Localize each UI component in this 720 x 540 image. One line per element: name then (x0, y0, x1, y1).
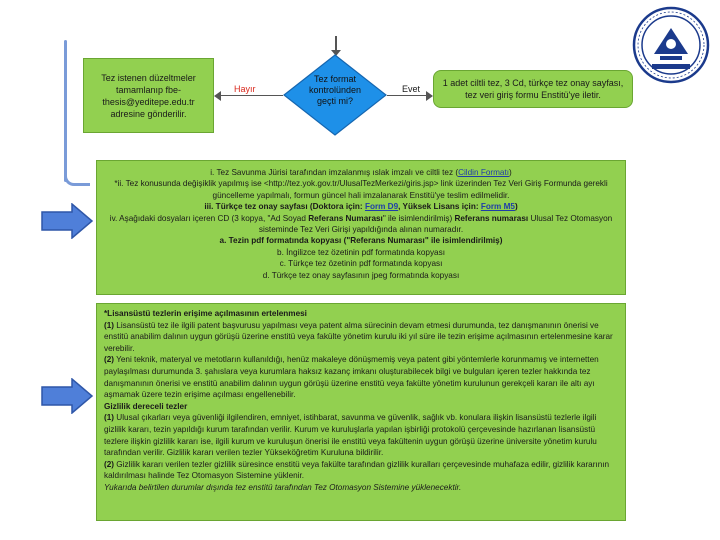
confidential-heading: Gizlilik dereceli tezler (104, 401, 188, 411)
yes-connector-arrow (426, 91, 433, 101)
instruction-line-2: *ii. Tez konusunda değişiklik yapılmış ise <http://tez.yok.gov.tr/UlusalTezMerkezi/giris.jsp> link üzerinden Tez Veri Giriş Formunda gerekli güncelleme yapılmalı, formun güncel hali imzalanarak Enstitü'ye teslim edilmelidir. (114, 179, 608, 200)
instruction-item-b: b. İngilizce tez özetinin pdf formatında kopyası (277, 247, 445, 257)
yes-label: Evet (402, 84, 421, 94)
no-connector-line (220, 95, 283, 96)
corrections-box (83, 58, 214, 133)
submission-text: 1 adet ciltli tez, 3 Cd, türkçe tez onay sayfası, tez veri giriş formu Enstitü'ye iletir. (442, 78, 624, 100)
access-note: Yukarıda belirtilen durumlar dışında tez enstitü tarafından Tez Otomasyon Sistemine yüklenecektir. (104, 482, 462, 492)
left-guide-line (64, 40, 67, 182)
submission-box (433, 70, 633, 108)
instruction-item-d: d. Türkçe tez onay sayfasının jpeg formatında kopyası (262, 270, 460, 280)
access-heading: *Lisansüstü tezlerin erişime açılmasının ertelenmesi (104, 309, 307, 318)
pointer-arrow-icon (40, 203, 94, 239)
university-logo (632, 6, 710, 84)
confidential-paragraph-1: (1) Ulusal çıkarları veya güvenliği ilgilendiren, emniyet, istihbarat, savunma ve güvenlik, sağlık vb. konulara ilişkin lisansüstü tezlerle ilgili gizlilik kararı, tezin yapıldığı kurum tarafından verilir. Kurum ve kuruluşlarla yapılan işbirliği protokolü çerçevesinde hazırlanan lisansüstü tezlere ilişkin gizlilik kararı ise, ilgili kurum ve kuruluşun önerisi ile enstitü veya fakültenin uygun görüşü üzerine üniversite yönetim kurulu tarafından verilir. Gizlilik kararı verilen tezler Yükseköğretim Kuruluna bildirilir. (104, 413, 597, 458)
pointer-arrow-icon (40, 378, 94, 414)
no-connector-arrow (214, 91, 221, 101)
instructions-box (96, 160, 626, 295)
no-label: Hayır (234, 84, 256, 94)
access-paragraph-2: (2) Yeni teknik, materyal ve metotların kullanıldığı, henüz makaleye dönüşmemiş veya patent gibi yöntemlerle korunmamış ve internetten paylaşılması durumunda 3. şahıslara veya kurumlara haksız kazanç imkanı oluşturabilecek bilgi ve bulguları içeren tezler hakkında tez danışmanının önerisi ve enstitü anabilim dalının uygun görüşü üzerine enstitü veya fakülte yönetim kurulunun gerekçeli kararı ile altı ayı aşmamak üzere tezin erişime açılması engellenebilir. (104, 355, 599, 400)
instruction-item-c: c. Türkçe tez özetinin pdf formatında kopyası (279, 259, 443, 269)
instruction-item-a: a. Tezin pdf formatında kopyası ("Referans Numarası" ile isimlendirilmiş) (219, 236, 503, 246)
decision-text: Tez format kontrolünden geçti mi? (308, 74, 362, 106)
instruction-line-3: iii. Türkçe tez onay sayfası (Doktora için: Form D9, Yüksek Lisans için: Form M5) (204, 202, 518, 212)
confidential-paragraph-2: (2) Gizlilik kararı verilen tezler gizlilik süresince enstitü veya fakülte tarafından gizlilik kuralları çerçevesinde muhafaza edilir, gizlilik kararının kaldırılması halinde Tez Otomasyon Sistemine yüklenir. (104, 459, 610, 481)
left-guide-curve (64, 176, 90, 186)
access-policy-box (96, 303, 626, 521)
instruction-line-4: iv. Aşağıdaki dosyaları içeren CD (3 kopya, "Ad Soyad Referans Numarası" ile isimlendirilmiş) Referans numarası Ulusal Tez Otomasyon sisteminde Tez Veri Girişi yapıldığında alınan numaradır. (109, 213, 613, 235)
corrections-text: Tez istenen düzeltmeler tamamlanıp fbe-thesis@yeditepe.edu.tr adresine gönderilir. (101, 72, 196, 119)
instruction-line-1: i. Tez Savunma Jürisi tarafından imzalanmış ıslak imzalı ve ciltli tez (Cildin Formatı) (210, 168, 512, 177)
binding-format-link[interactable]: Cildin Formatı (458, 168, 510, 177)
access-paragraph-1: (1) Lisansüstü tez ile ilgili patent başvurusu yapılması veya patent alma sürecinin devam etmesi durumunda, tez danışmanının önerisi ve enstitü anabilim dalının uygun görüşü üzerine enstitü veya fakülte yönetim kurulu iki yıl süre ile tezin erişime açılmasının ertelenmesine karar verebilir. (104, 320, 613, 353)
yes-connector-line (387, 95, 427, 96)
form-m5-link[interactable]: Form M5 (480, 202, 515, 212)
form-d9-link[interactable]: Form D9 (364, 202, 399, 212)
